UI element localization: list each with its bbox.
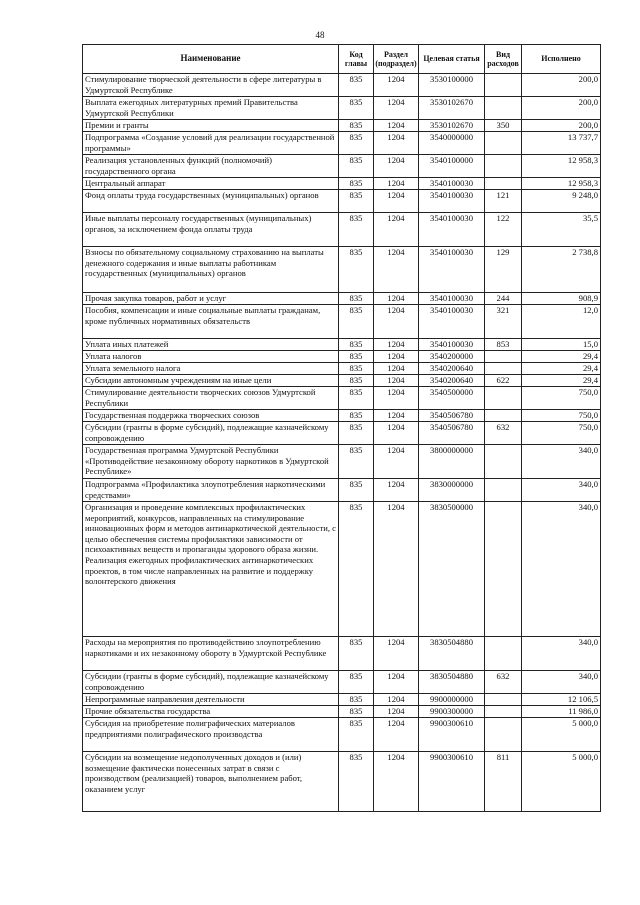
row-name-cell: Подпрограмма «Создание условий для реализации государственной программы» <box>83 132 339 155</box>
row-target-cell: 3540200640 <box>419 363 485 375</box>
row-chapter-cell: 835 <box>339 363 374 375</box>
row-target-cell: 3800000000 <box>419 445 485 479</box>
table-row <box>83 155 601 178</box>
row-target-cell: 3540100030 <box>419 213 485 247</box>
table-row <box>83 718 601 752</box>
row-name-cell: Субсидии (гранты в форме субсидий), подлежащие казначейскому сопровождению <box>83 671 339 694</box>
row-target-cell: 9900300000 <box>419 706 485 718</box>
budget-execution-table <box>82 44 601 812</box>
row-name-cell: Организация и проведение комплексных профилактических мероприятий, конкурсов, направленных на стимулирование инновационных форм и методов антинаркотической деятельности, с целью обеспечения системы профилактики зависимости от психоактивных веществ и пропаганды здорового образа жизни. Реализация ежегодных профилактических антинаркотических проектов, в том числе направленных на развитие и поддержку волонтерского движения <box>83 502 339 637</box>
row-target-cell: 3540100030 <box>419 293 485 305</box>
table-row <box>83 213 601 247</box>
row-executed-cell: 35,5 <box>522 213 601 247</box>
row-section-cell: 1204 <box>374 375 419 387</box>
column-header-section: Раздел (подраздел) <box>374 45 419 74</box>
row-chapter-cell: 835 <box>339 445 374 479</box>
row-section-cell: 1204 <box>374 479 419 502</box>
table-row <box>83 422 601 445</box>
row-executed-cell: 12 106,5 <box>522 694 601 706</box>
row-name-cell: Уплата иных платежей <box>83 339 339 351</box>
table-row <box>83 178 601 190</box>
row-section-cell: 1204 <box>374 387 419 410</box>
table-row <box>83 305 601 339</box>
row-section-cell: 1204 <box>374 74 419 97</box>
page-number: 48 <box>315 30 325 40</box>
row-target-cell: 3830000000 <box>419 479 485 502</box>
table-row <box>83 410 601 422</box>
row-name-cell: Прочие обязательства государства <box>83 706 339 718</box>
row-name-cell: Уплата земельного налога <box>83 363 339 375</box>
row-chapter-cell: 835 <box>339 375 374 387</box>
table-row <box>83 671 601 694</box>
row-expense-type-cell <box>485 132 522 155</box>
row-expense-type-cell: 853 <box>485 339 522 351</box>
row-expense-type-cell: 350 <box>485 120 522 132</box>
row-executed-cell: 200,0 <box>522 74 601 97</box>
row-chapter-cell: 835 <box>339 74 374 97</box>
row-executed-cell: 200,0 <box>522 120 601 132</box>
row-target-cell: 9900000000 <box>419 694 485 706</box>
table-header <box>83 45 601 74</box>
row-chapter-cell: 835 <box>339 502 374 637</box>
row-chapter-cell: 835 <box>339 293 374 305</box>
row-expense-type-cell: 811 <box>485 752 522 812</box>
row-expense-type-cell <box>485 718 522 752</box>
table-row <box>83 120 601 132</box>
table-row <box>83 479 601 502</box>
row-expense-type-cell <box>485 706 522 718</box>
row-name-cell: Фонд оплаты труда государственных (муниципальных) органов <box>83 190 339 213</box>
row-executed-cell: 200,0 <box>522 97 601 120</box>
row-executed-cell: 29,4 <box>522 375 601 387</box>
row-expense-type-cell <box>485 445 522 479</box>
row-executed-cell: 340,0 <box>522 637 601 671</box>
row-expense-type-cell <box>485 97 522 120</box>
row-name-cell: Иные выплаты персоналу государственных (муниципальных) органов, за исключением фонда оплаты труда <box>83 213 339 247</box>
row-expense-type-cell <box>485 387 522 410</box>
row-name-cell: Государственная программа Удмуртской Республики «Противодействие незаконному обороту наркотиков в Удмуртской Республике» <box>83 445 339 479</box>
row-chapter-cell: 835 <box>339 410 374 422</box>
row-expense-type-cell <box>485 178 522 190</box>
row-executed-cell: 750,0 <box>522 422 601 445</box>
row-chapter-cell: 835 <box>339 706 374 718</box>
row-expense-type-cell <box>485 74 522 97</box>
row-executed-cell: 340,0 <box>522 479 601 502</box>
row-target-cell: 3540100030 <box>419 339 485 351</box>
row-section-cell: 1204 <box>374 351 419 363</box>
row-executed-cell: 29,4 <box>522 363 601 375</box>
table-row <box>83 190 601 213</box>
row-section-cell: 1204 <box>374 132 419 155</box>
row-executed-cell: 750,0 <box>522 387 601 410</box>
row-target-cell: 9900300610 <box>419 718 485 752</box>
column-header-name: Наименование <box>83 45 339 74</box>
row-target-cell: 3530102670 <box>419 120 485 132</box>
row-chapter-cell: 835 <box>339 671 374 694</box>
row-chapter-cell: 835 <box>339 387 374 410</box>
row-section-cell: 1204 <box>374 247 419 293</box>
row-name-cell: Расходы на мероприятия по противодействию злоупотреблению наркотиками и их незаконному обороту в Удмуртской Республике <box>83 637 339 671</box>
table-row <box>83 502 601 637</box>
row-section-cell: 1204 <box>374 410 419 422</box>
table-row <box>83 339 601 351</box>
row-expense-type-cell <box>485 479 522 502</box>
row-section-cell: 1204 <box>374 120 419 132</box>
row-section-cell: 1204 <box>374 178 419 190</box>
row-target-cell: 3830504880 <box>419 671 485 694</box>
row-expense-type-cell: 632 <box>485 422 522 445</box>
row-section-cell: 1204 <box>374 422 419 445</box>
row-name-cell: Прочая закупка товаров, работ и услуг <box>83 293 339 305</box>
row-section-cell: 1204 <box>374 752 419 812</box>
row-name-cell: Реализация установленных функций (полномочий) государственного органа <box>83 155 339 178</box>
row-target-cell: 3830500000 <box>419 502 485 637</box>
row-section-cell: 1204 <box>374 445 419 479</box>
row-expense-type-cell <box>485 351 522 363</box>
row-target-cell: 9900300610 <box>419 752 485 812</box>
row-name-cell: Подпрограмма «Профилактика злоупотребления наркотическими средствами» <box>83 479 339 502</box>
table-row <box>83 694 601 706</box>
table-row <box>83 351 601 363</box>
row-name-cell: Непрограммные направления деятельности <box>83 694 339 706</box>
row-chapter-cell: 835 <box>339 422 374 445</box>
row-executed-cell: 12 958,3 <box>522 178 601 190</box>
row-name-cell: Субсидии автономным учреждениям на иные цели <box>83 375 339 387</box>
row-section-cell: 1204 <box>374 305 419 339</box>
row-expense-type-cell: 244 <box>485 293 522 305</box>
row-expense-type-cell <box>485 155 522 178</box>
row-target-cell: 3530102670 <box>419 97 485 120</box>
row-name-cell: Центральный аппарат <box>83 178 339 190</box>
row-chapter-cell: 835 <box>339 351 374 363</box>
table-row <box>83 247 601 293</box>
row-target-cell: 3540100030 <box>419 247 485 293</box>
row-section-cell: 1204 <box>374 339 419 351</box>
table-row <box>83 132 601 155</box>
row-section-cell: 1204 <box>374 694 419 706</box>
row-chapter-cell: 835 <box>339 637 374 671</box>
row-executed-cell: 12 958,3 <box>522 155 601 178</box>
row-expense-type-cell: 121 <box>485 190 522 213</box>
row-executed-cell: 750,0 <box>522 410 601 422</box>
row-executed-cell: 15,0 <box>522 339 601 351</box>
table-row <box>83 706 601 718</box>
row-name-cell: Субсидия на приобретение полиграфических материалов предприятиями полиграфического производства <box>83 718 339 752</box>
table-row <box>83 375 601 387</box>
row-target-cell: 3540200640 <box>419 375 485 387</box>
row-target-cell: 3540500000 <box>419 387 485 410</box>
row-chapter-cell: 835 <box>339 120 374 132</box>
column-header-chapter: Код главы <box>339 45 374 74</box>
row-name-cell: Государственная поддержка творческих союзов <box>83 410 339 422</box>
row-name-cell: Премии и гранты <box>83 120 339 132</box>
row-expense-type-cell: 622 <box>485 375 522 387</box>
row-chapter-cell: 835 <box>339 213 374 247</box>
row-chapter-cell: 835 <box>339 752 374 812</box>
table-row <box>83 293 601 305</box>
table-row <box>83 74 601 97</box>
row-section-cell: 1204 <box>374 213 419 247</box>
row-chapter-cell: 835 <box>339 97 374 120</box>
row-executed-cell: 9 248,0 <box>522 190 601 213</box>
table-body <box>83 74 601 812</box>
row-executed-cell: 5 000,0 <box>522 752 601 812</box>
row-target-cell: 3830504880 <box>419 637 485 671</box>
row-target-cell: 3540506780 <box>419 422 485 445</box>
row-expense-type-cell: 122 <box>485 213 522 247</box>
row-expense-type-cell <box>485 637 522 671</box>
row-expense-type-cell: 129 <box>485 247 522 293</box>
row-target-cell: 3540100030 <box>419 190 485 213</box>
row-section-cell: 1204 <box>374 190 419 213</box>
row-chapter-cell: 835 <box>339 247 374 293</box>
row-name-cell: Стимулирование творческой деятельности в сфере литературы в Удмуртской Республике <box>83 74 339 97</box>
column-header-target: Целевая статья <box>419 45 485 74</box>
row-name-cell: Пособия, компенсации и иные социальные выплаты гражданам, кроме публичных нормативных обязательств <box>83 305 339 339</box>
table-row <box>83 637 601 671</box>
row-target-cell: 3530100000 <box>419 74 485 97</box>
row-section-cell: 1204 <box>374 502 419 637</box>
row-expense-type-cell <box>485 363 522 375</box>
row-section-cell: 1204 <box>374 671 419 694</box>
row-section-cell: 1204 <box>374 637 419 671</box>
row-chapter-cell: 835 <box>339 155 374 178</box>
row-chapter-cell: 835 <box>339 718 374 752</box>
row-section-cell: 1204 <box>374 293 419 305</box>
row-chapter-cell: 835 <box>339 479 374 502</box>
row-expense-type-cell <box>485 502 522 637</box>
row-executed-cell: 13 737,7 <box>522 132 601 155</box>
row-chapter-cell: 835 <box>339 305 374 339</box>
row-name-cell: Субсидии (гранты в форме субсидий), подлежащие казначейскому сопровождению <box>83 422 339 445</box>
table-row <box>83 363 601 375</box>
row-target-cell: 3540506780 <box>419 410 485 422</box>
row-section-cell: 1204 <box>374 363 419 375</box>
row-section-cell: 1204 <box>374 155 419 178</box>
row-target-cell: 3540200000 <box>419 351 485 363</box>
row-chapter-cell: 835 <box>339 190 374 213</box>
row-expense-type-cell: 321 <box>485 305 522 339</box>
table-row <box>83 387 601 410</box>
row-executed-cell: 340,0 <box>522 445 601 479</box>
row-section-cell: 1204 <box>374 706 419 718</box>
row-chapter-cell: 835 <box>339 178 374 190</box>
row-executed-cell: 340,0 <box>522 502 601 637</box>
row-name-cell: Уплата налогов <box>83 351 339 363</box>
row-target-cell: 3540100030 <box>419 178 485 190</box>
row-name-cell: Стимулирование деятельности творческих союзов Удмуртской Республики <box>83 387 339 410</box>
row-expense-type-cell: 632 <box>485 671 522 694</box>
row-chapter-cell: 835 <box>339 694 374 706</box>
table-row <box>83 97 601 120</box>
row-section-cell: 1204 <box>374 97 419 120</box>
row-expense-type-cell <box>485 694 522 706</box>
row-executed-cell: 11 986,0 <box>522 706 601 718</box>
row-executed-cell: 12,0 <box>522 305 601 339</box>
row-executed-cell: 2 738,8 <box>522 247 601 293</box>
row-chapter-cell: 835 <box>339 339 374 351</box>
row-target-cell: 3540000000 <box>419 132 485 155</box>
row-target-cell: 3540100000 <box>419 155 485 178</box>
row-name-cell: Взносы по обязательному социальному страхованию на выплаты денежного содержания и иные выплаты работникам государственных (муниципальных) органов <box>83 247 339 293</box>
row-target-cell: 3540100030 <box>419 305 485 339</box>
row-executed-cell: 340,0 <box>522 671 601 694</box>
row-name-cell: Выплата ежегодных литературных премий Правительства Удмуртской Республики <box>83 97 339 120</box>
table-row <box>83 445 601 479</box>
row-name-cell: Субсидии на возмещение недополученных доходов и (или) возмещение фактически понесенных затрат в связи с производством (реализацией) товаров, выполнением работ, оказанием услуг <box>83 752 339 812</box>
table-row <box>83 752 601 812</box>
row-section-cell: 1204 <box>374 718 419 752</box>
row-executed-cell: 908,9 <box>522 293 601 305</box>
row-chapter-cell: 835 <box>339 132 374 155</box>
row-expense-type-cell <box>485 410 522 422</box>
column-header-expense-type: Вид расходов <box>485 45 522 74</box>
column-header-executed: Исполнено <box>522 45 601 74</box>
row-executed-cell: 5 000,0 <box>522 718 601 752</box>
row-executed-cell: 29,4 <box>522 351 601 363</box>
